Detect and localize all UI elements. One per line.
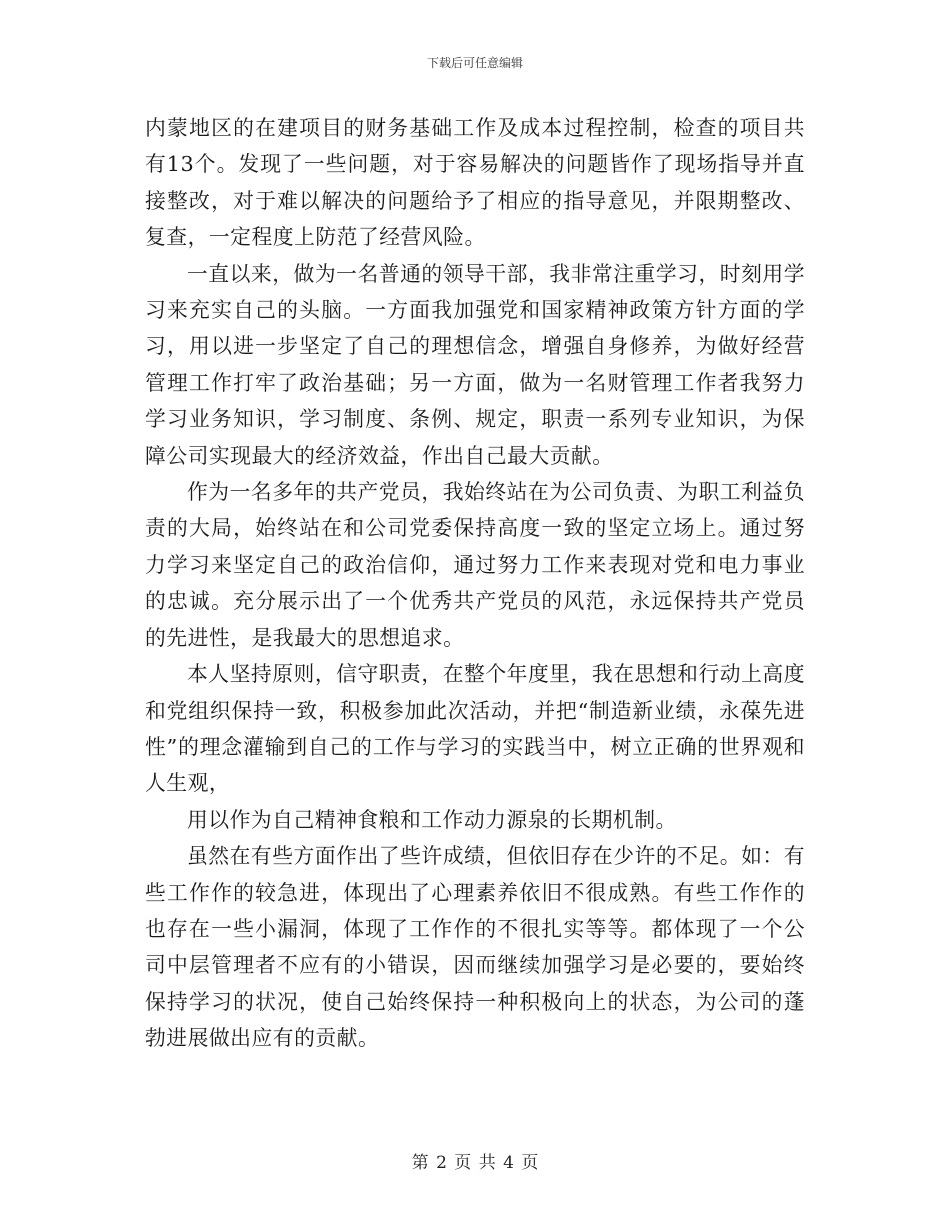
document-body bbox=[145, 110, 805, 1057]
paragraph-3: 作为一名多年的共产党员，我始终站在为公司负责、为职工利益负责的大局，始终站在和公司党委保持高度一致的坚定立场上。通过努力学习来坚定自己的政治信仰，通过努力工作来表现对党和电力事业的忠诚。充分展示出了一个优秀共产党员的风范，永远保持共产党员的先进性，是我最大的思想追求。 bbox=[145, 480, 805, 650]
page-header: 下载后可任意编辑 bbox=[426, 56, 523, 70]
paragraph-6: 虽然在有些方面作出了些许成绩，但依旧存在少许的不足。如：有些工作作的较急进，体现出了心理素养依旧不很成熟。有些工作作的也存在一些小漏洞，体现了工作作的不很扎实等等。都体现了一个公司中层管理者不应有的小错误，因而继续加强学习是必要的，要始终保持学习的状况，使自己始终保持一种积极向上的状态，为公司的蓬勃进展做出应有的贡献。 bbox=[145, 844, 805, 1051]
page-number: 第 2 页 共 4 页 bbox=[411, 1153, 539, 1173]
paragraph-4: 本人坚持原则，信守职责，在整个年度里，我在思想和行动上高度和党组织保持一致，积极参加此次活动，并把“制造新业绩，永葆先进性”的理念灌输到自己的工作与学习的实践当中，树立正确的世界观和人生观， bbox=[145, 662, 805, 796]
paragraph-1: 内蒙地区的在建项目的财务基础工作及成本过程控制，检查的项目共有13个。发现了一些问题，对于容易解决的问题皆作了现场指导并直接整改，对于难以解决的问题给予了相应的指导意见，并限期整改、复查，一定程度上防范了经营风险。 bbox=[145, 116, 805, 250]
paragraph-2: 一直以来，做为一名普通的领导干部，我非常注重学习，时刻用学习来充实自己的头脑。一方面我加强党和国家精神政策方针方面的学习，用以进一步坚定了自己的理想信念，增强自身修养，为做好经营管理工作打牢了政治基础；另一方面，做为一名财管理工作者我努力学习业务知识，学习制度、条例、规定，职责一系列专业知识，为保障公司实现最大的经济效益，作出自己最大贡献。 bbox=[145, 261, 805, 468]
paragraph-5: 用以作为自己精神食粮和工作动力源泉的长期机制。 bbox=[187, 807, 677, 832]
